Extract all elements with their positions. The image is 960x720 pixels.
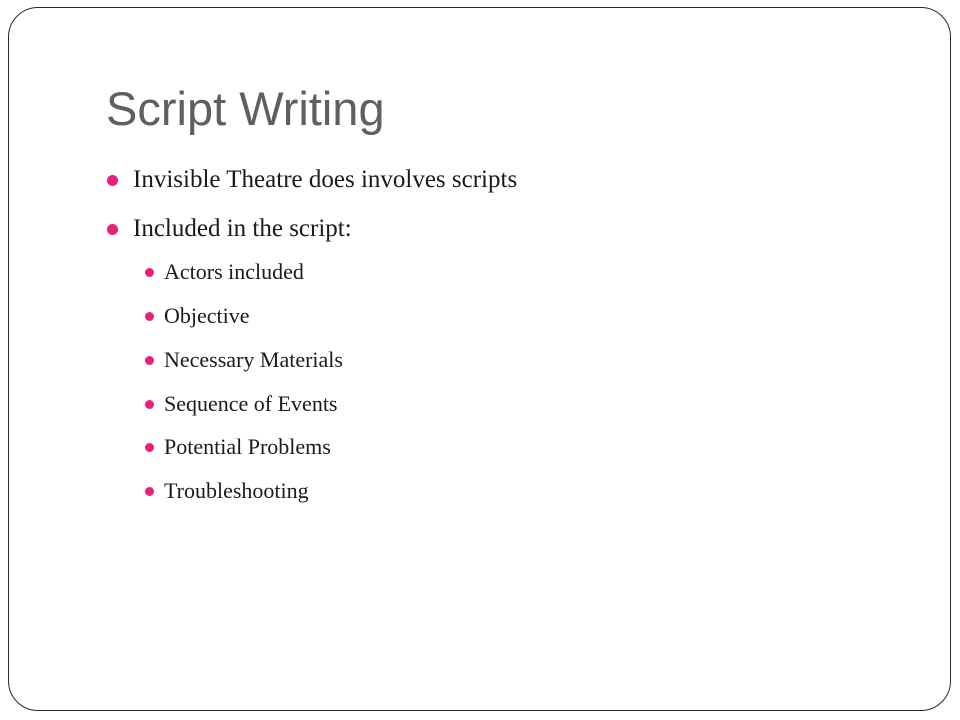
bullet-text: Troubleshooting <box>164 478 309 503</box>
bullet-text: Included in the script: <box>133 215 352 242</box>
bullet-dot-icon <box>145 312 154 321</box>
bullet-dot-icon <box>145 400 154 409</box>
bullet-text: Actors included <box>164 259 304 284</box>
bullet-dot-icon <box>145 356 154 365</box>
bullet-dot-icon <box>145 487 154 496</box>
bullet-text: Necessary Materials <box>164 347 343 372</box>
bullet-dot-icon <box>107 175 118 186</box>
bullet-dot-icon <box>107 224 118 235</box>
bullet-text: Invisible Theatre does involves scripts <box>133 166 518 193</box>
bullet-text: Sequence of Events <box>164 391 338 416</box>
bullet-text: Potential Problems <box>164 434 331 459</box>
bullet-dot-icon <box>145 268 154 277</box>
slide-title: Script Writing <box>106 82 385 135</box>
bullet-dot-icon <box>145 443 154 452</box>
bullet-text: Objective <box>164 303 250 328</box>
